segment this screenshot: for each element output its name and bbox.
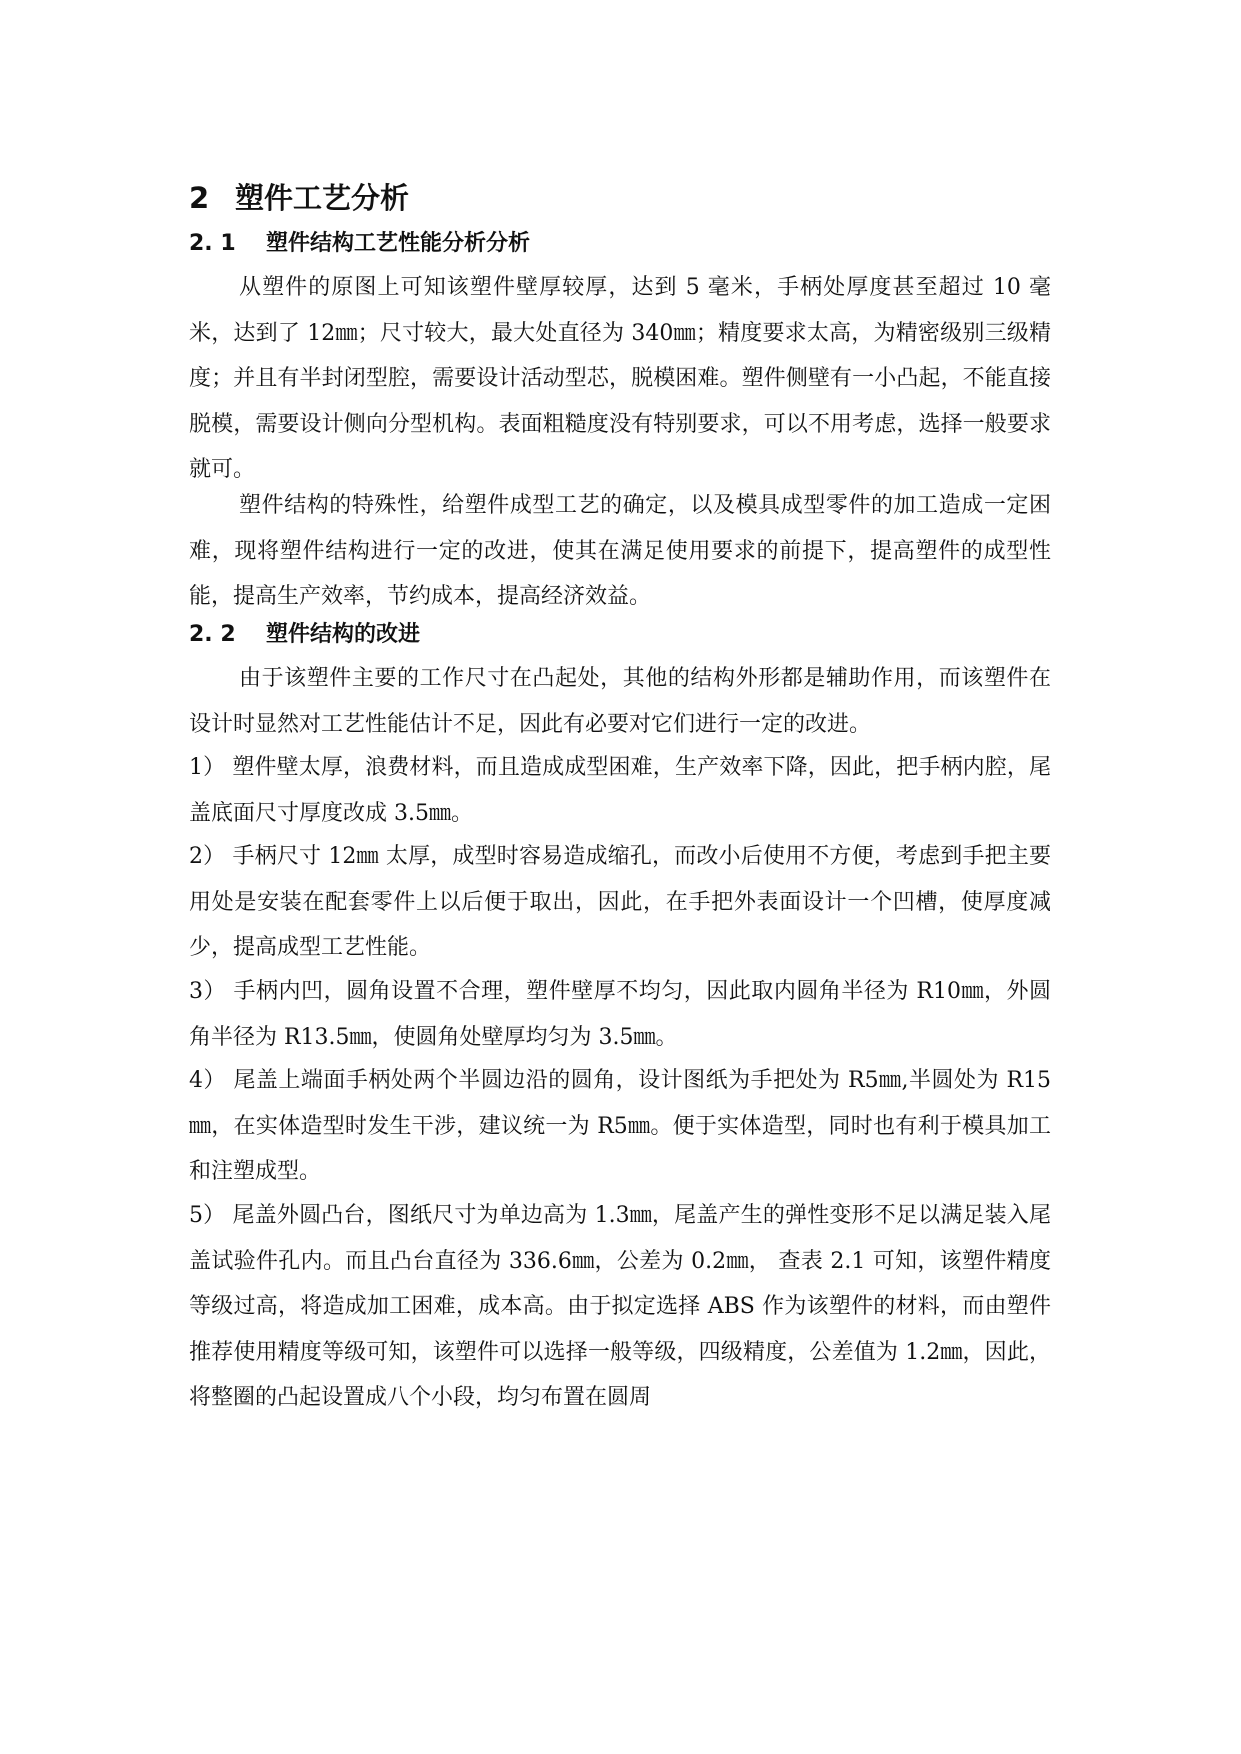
list-item-4: 4） 尾盖上端面手柄处两个半圆边沿的圆角，设计图纸为手把处为 R5㎜,半圆处为 R15㎜，在实体造型时发生干涉，建议统一为 R5㎜。便于实体造型，同时也有利于模具加工和注塑成型。 xyxy=(189,1068,1051,1184)
chapter-title xyxy=(189,176,409,220)
section-number: 2. 2 xyxy=(189,622,236,647)
list-item-2: 2） 手柄尺寸 12㎜ 太厚，成型时容易造成缩孔，而改小后使用不方便，考虑到手把主要用处是安装在配套零件上以后便于取出，因此，在手把外表面设计一个凹槽，使厚度减少，提高成型工艺性能。 xyxy=(189,844,1051,960)
paragraph-analysis: 从塑件的原图上可知该塑件壁厚较厚，达到 5 毫米，手柄处厚度甚至超过 10 毫米，达到了 12㎜；尺寸较大，最大处直径为 340㎜；精度要求太高，为精密级别三级精度；并且有半封闭型腔，需要设计活动型芯，脱模困难。塑件侧壁有一小凸起，不能直接脱模，需要设计侧向分型机构。表面粗糙度没有特别要求，可以不用考虑，选择一般要求就可。 xyxy=(189,275,1051,482)
list-item-5: 5） 尾盖外圆凸台，图纸尺寸为单边高为 1.3㎜，尾盖产生的弹性变形不足以满足装入尾盖试验件孔内。而且凸台直径为 336.6㎜，公差为 0.2㎜， 查表 2.1 可知，该塑件精度等级过高，将造成加工困难，成本高。由于拟定选择 ABS 作为该塑件的材料，而由塑件推荐使用精度等级可知，该塑件可以选择一般等级，四级精度，公差值为 1.2㎜，因此，将整圈的凸起设置成八个小段，均匀布置在圆周 xyxy=(189,1203,1051,1410)
paragraph-improvement-intro: 由于该塑件主要的工作尺寸在凸起处，其他的结构外形都是辅助作用，而该塑件在设计时显然对工艺性能估计不足，因此有必要对它们进行一定的改进。 xyxy=(189,666,1051,737)
chapter-title-text: 塑件工艺分析 xyxy=(235,181,410,215)
section-title-2-2 xyxy=(189,615,420,655)
list-item-1: 1） 塑件壁太厚，浪费材料，而且造成成型困难，生产效率下降，因此，把手柄内腔，尾盖底面尺寸厚度改成 3.5㎜。 xyxy=(189,755,1051,826)
section-title-text: 塑件结构工艺性能分析分析 xyxy=(266,231,531,256)
section-number: 2. 1 xyxy=(189,231,236,256)
section-title-text: 塑件结构的改进 xyxy=(266,622,421,647)
paragraph-structure-specialty: 塑件结构的特殊性，给塑件成型工艺的确定，以及模具成型零件的加工造成一定困难，现将塑件结构进行一定的改进，使其在满足使用要求的前提下，提高塑件的成型性能，提高生产效率，节约成本，提高经济效益。 xyxy=(189,493,1051,609)
section-title-2-1 xyxy=(189,224,530,264)
list-item-3: 3） 手柄内凹，圆角设置不合理，塑件壁厚不均匀，因此取内圆角半径为 R10㎜，外圆角半径为 R13.5㎜，使圆角处壁厚均匀为 3.5㎜。 xyxy=(189,979,1051,1050)
chapter-number: 2 xyxy=(189,181,210,215)
